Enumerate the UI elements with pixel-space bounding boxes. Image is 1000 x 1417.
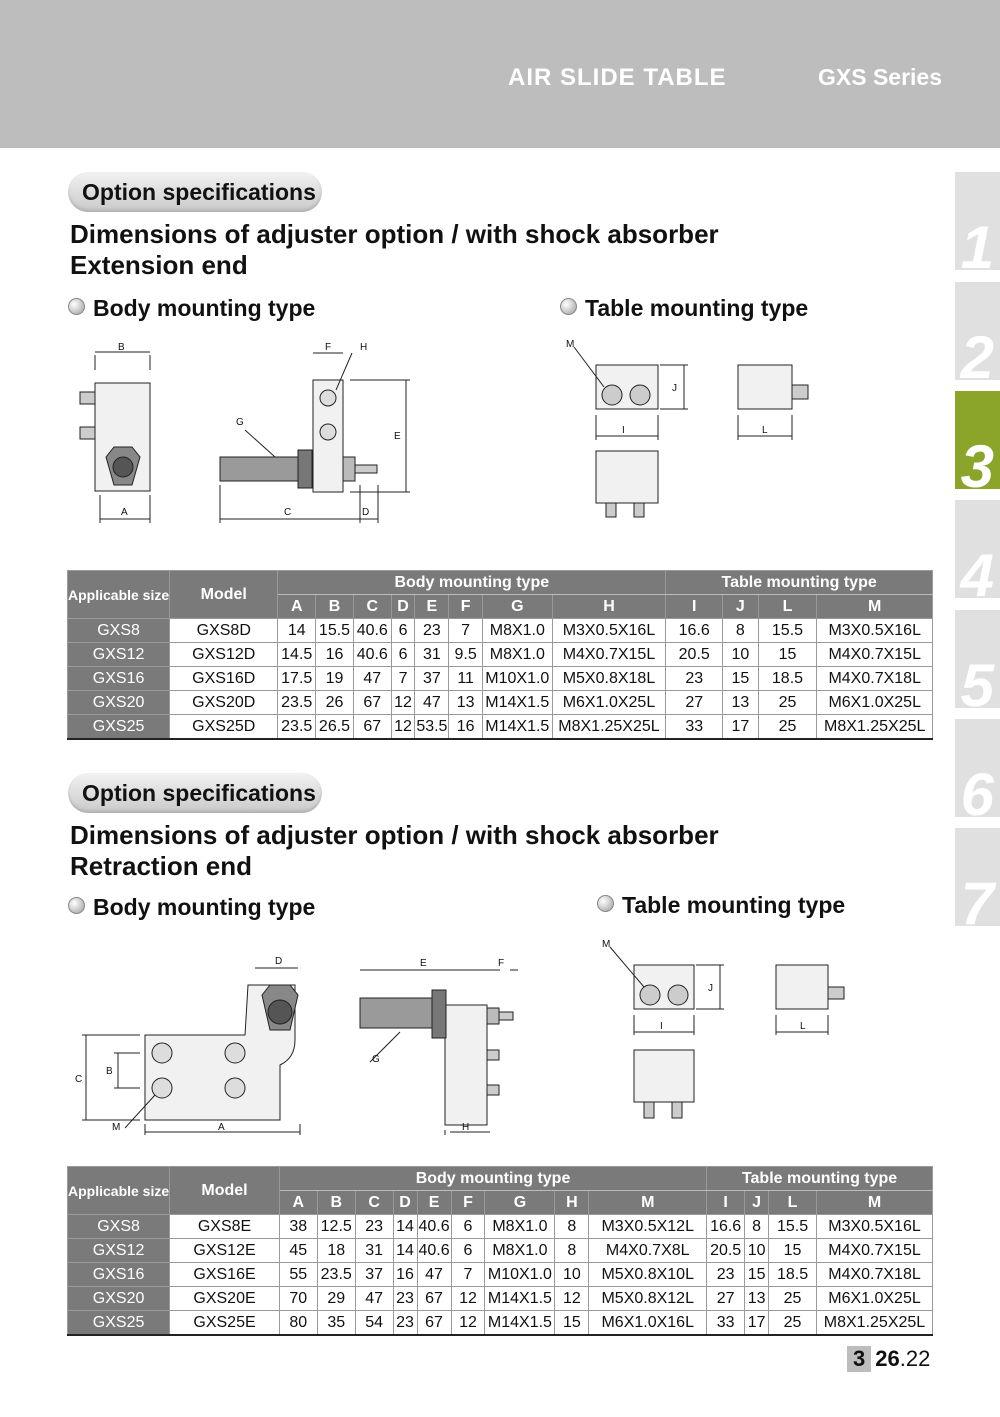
body-mounting-heading [68,295,315,322]
table-cell: M3X0.5X16L [817,619,933,643]
option-spec-pill [68,773,322,813]
table-cell: 8 [555,1215,589,1239]
table-cell: 23 [393,1287,417,1311]
extension-table-mounting-diagram [560,335,830,525]
table-row [68,643,933,667]
table-row [68,1215,933,1239]
col-header: D [391,595,415,619]
table-cell: 12 [391,691,415,715]
dim-label: J [672,383,677,394]
table-cell: M3X0.5X16L [816,1215,932,1239]
table-row [68,1239,933,1263]
table-cell: M3X0.5X16L [552,619,666,643]
table-cell: 38 [279,1215,317,1239]
retraction-table-mounting-diagram [596,935,856,1125]
table-cell: 70 [279,1287,317,1311]
table-cell: 20.5 [666,643,723,667]
side-tab-label: 6 [960,761,994,828]
table-cell: M6X1.0X25L [817,691,933,715]
model-cell: GXS16D [170,667,278,691]
side-tab-label: 2 [960,324,994,391]
dim-label: F [325,342,332,353]
group-body: Body mounting type [278,571,666,595]
col-header: G [485,1191,555,1215]
table-cell: 23 [707,1263,745,1287]
table-cell: 67 [417,1287,451,1311]
section-title [70,219,719,281]
bullet-icon [68,897,85,914]
group-body: Body mounting type [279,1167,706,1191]
table-cell: 7 [449,619,483,643]
table-cell: 12 [391,715,415,740]
table-cell: 6 [391,619,415,643]
dim-label: E [394,431,401,442]
dim-label: A [121,507,128,518]
table-cell: 15 [723,667,758,691]
title-line-2: Extension end [70,250,248,280]
side-tab-1[interactable] [955,172,1000,281]
table-cell: 25 [769,1287,817,1311]
option-spec-pill [68,172,322,212]
dim-label: F [498,958,505,969]
size-cell: GXS16 [68,667,170,691]
bullet-icon [68,298,85,315]
section-title [70,820,719,882]
table-cell: M8X1.0 [485,1239,555,1263]
table-cell: 7 [451,1263,485,1287]
heading-label: Table mounting type [585,295,809,321]
pill-label: Option specifications [82,780,316,806]
table-cell: M8X1.25X25L [816,1311,932,1336]
title-line-2: Retraction end [70,851,253,881]
table-cell: 10 [555,1263,589,1287]
table-cell: 40.6 [353,619,391,643]
dim-label: E [420,958,427,969]
col-header: J [745,1191,769,1215]
table-cell: 14 [393,1239,417,1263]
dim-label: M [112,1122,121,1133]
model-cell: GXS12D [170,643,278,667]
table-mounting-heading [597,892,845,919]
table-cell: 35 [317,1311,355,1336]
size-cell: GXS8 [68,1215,170,1239]
table-cell: 18 [317,1239,355,1263]
table-body [68,1215,933,1336]
table-cell: 19 [316,667,354,691]
table-cell: M10X1.0 [485,1263,555,1287]
heading-label: Table mounting type [622,892,846,918]
col-header: F [451,1191,485,1215]
dim-label: A [218,1122,225,1133]
table-cell: M5X0.8X12L [589,1287,707,1311]
col-size: Applicable size [68,1167,170,1215]
table-cell: 53.5 [415,715,449,740]
col-header: J [723,595,758,619]
table-cell: 13 [449,691,483,715]
table-cell: 31 [355,1239,393,1263]
table-cell: 67 [353,715,391,740]
dim-label: G [372,1054,380,1065]
col-header: A [278,595,316,619]
dim-label: C [284,507,292,518]
size-cell: GXS12 [68,1239,170,1263]
col-header: B [316,595,354,619]
size-cell: GXS25 [68,715,170,740]
table-cell: 13 [723,691,758,715]
table-cell: 10 [723,643,758,667]
col-header: B [317,1191,355,1215]
model-cell: GXS25E [170,1311,280,1336]
group-table: Table mounting type [707,1167,933,1191]
table-cell: 12 [451,1287,485,1311]
table-cell: 7 [391,667,415,691]
table-cell: M8X1.0 [485,1215,555,1239]
table-cell: 16 [449,715,483,740]
model-cell: GXS8E [170,1215,280,1239]
model-cell: GXS12E [170,1239,280,1263]
dim-label: H [462,1122,470,1133]
col-header: H [555,1191,589,1215]
dim-label: L [762,425,768,436]
table-cell: M4X0.7X18L [817,667,933,691]
table-row [68,715,933,740]
table-cell: 54 [355,1311,393,1336]
col-model: Model [170,1167,280,1215]
dim-label: D [362,507,370,518]
size-cell: GXS8 [68,619,170,643]
table-row [68,619,933,643]
table-cell: 9.5 [449,643,483,667]
dim-label: G [236,417,244,428]
table-cell: 15 [745,1263,769,1287]
bullet-icon [597,895,614,912]
table-cell: 31 [415,643,449,667]
col-header: L [758,595,817,619]
table-cell: 12.5 [317,1215,355,1239]
table-row [68,1287,933,1311]
table-cell: 23.5 [317,1263,355,1287]
table-cell: M4X0.7X15L [816,1239,932,1263]
model-cell: GXS8D [170,619,278,643]
table-row [68,667,933,691]
table-cell: 6 [451,1215,485,1239]
table-cell: 8 [745,1215,769,1239]
size-cell: GXS12 [68,643,170,667]
table-cell: M5X0.8X10L [589,1263,707,1287]
table-cell: M8X1.0 [482,643,552,667]
dim-label: M [602,939,611,950]
dim-label: I [622,425,625,436]
heading-label: Body mounting type [93,894,316,920]
table-cell: 23.5 [278,691,316,715]
dim-label: H [360,342,368,353]
heading-label: Body mounting type [93,295,316,321]
body-mounting-heading [68,894,315,921]
table-cell: M8X1.25X25L [817,715,933,740]
table-cell: 8 [555,1239,589,1263]
dim-label: J [708,983,713,994]
table-cell: 18.5 [758,667,817,691]
table-cell: 14.5 [278,643,316,667]
table-cell: 14 [278,619,316,643]
table-cell: M4X0.7X15L [552,643,666,667]
table-cell: 6 [451,1239,485,1263]
table-cell: 55 [279,1263,317,1287]
table-cell: M8X1.0 [482,619,552,643]
side-tab-label: 4 [960,542,994,609]
table-cell: 47 [355,1287,393,1311]
table-cell: 12 [555,1287,589,1311]
size-cell: GXS20 [68,691,170,715]
table-cell: M6X1.0X25L [552,691,666,715]
table-cell: 16 [316,643,354,667]
page-header [0,0,1000,148]
header-series: GXS Series [818,64,943,90]
side-tab-label: 1 [960,214,994,281]
table-mounting-heading [560,295,808,322]
col-header: G [482,595,552,619]
dim-label: D [275,956,283,967]
side-tab-4[interactable] [955,500,1000,609]
table-cell: 26 [316,691,354,715]
table-cell: 16 [393,1263,417,1287]
col-header: C [355,1191,393,1215]
table-cell: 23 [393,1311,417,1336]
chapter-number: 3 [847,1346,871,1372]
side-tab-5[interactable] [955,610,1000,719]
side-tab-3[interactable] [955,391,1000,500]
model-cell: GXS16E [170,1263,280,1287]
table-cell: 12 [451,1311,485,1336]
pill-label: Option specifications [82,179,316,205]
col-model: Model [170,571,278,619]
table-body [68,619,933,740]
retraction-body-mounting-diagram [70,950,530,1140]
retraction-spec-table [67,1166,933,1336]
table-cell: 14 [393,1215,417,1239]
page-number-main: 26 [875,1346,900,1371]
table-cell: 20.5 [707,1239,745,1263]
dim-label: L [800,1021,806,1032]
table-cell: 40.6 [417,1215,451,1239]
table-cell: 67 [353,691,391,715]
size-cell: GXS20 [68,1287,170,1311]
table-cell: 16.6 [707,1215,745,1239]
table-cell: 25 [758,691,817,715]
table-cell: 40.6 [353,643,391,667]
table-cell: 25 [758,715,817,740]
dim-label: M [566,339,575,350]
table-cell: M6X1.0X25L [816,1287,932,1311]
table-cell: M4X0.7X8L [589,1239,707,1263]
dim-label: I [660,1021,663,1032]
table-cell: 15.5 [758,619,817,643]
model-cell: GXS25D [170,715,278,740]
col-header: F [449,595,483,619]
table-cell: 18.5 [769,1263,817,1287]
table-cell: M5X0.8X18L [552,667,666,691]
model-cell: GXS20E [170,1287,280,1311]
col-header: A [279,1191,317,1215]
group-table: Table mounting type [666,571,933,595]
table-row [68,1263,933,1287]
table-cell: 27 [707,1287,745,1311]
table-cell: 29 [317,1287,355,1311]
table-cell: 47 [417,1263,451,1287]
title-line-1: Dimensions of adjuster option / with shock absorber [70,219,719,249]
col-header: I [707,1191,745,1215]
table-cell: 6 [391,643,415,667]
side-tab-label: 3 [960,433,994,500]
table-cell: 40.6 [417,1239,451,1263]
table-cell: 17 [723,715,758,740]
table-cell: 23 [355,1215,393,1239]
table-row [68,1311,933,1336]
dim-label: C [75,1074,83,1085]
table-cell: 15.5 [316,619,354,643]
page-number [847,1346,930,1372]
bullet-icon [560,298,577,315]
side-tab-label: 5 [960,652,994,719]
model-cell: GXS20D [170,691,278,715]
table-cell: M14X1.5 [485,1311,555,1336]
extension-spec-table [67,570,933,740]
table-cell: 27 [666,691,723,715]
dim-label: B [106,1066,113,1077]
table-cell: 25 [769,1311,817,1336]
table-cell: 23 [415,619,449,643]
table-cell: 47 [353,667,391,691]
side-tab-2[interactable] [955,282,1000,391]
table-cell: M4X0.7X15L [817,643,933,667]
size-cell: GXS16 [68,1263,170,1287]
table-cell: M14X1.5 [482,715,552,740]
table-cell: M14X1.5 [482,691,552,715]
table-cell: 15 [758,643,817,667]
col-header: E [417,1191,451,1215]
col-header: D [393,1191,417,1215]
table-cell: 15.5 [769,1215,817,1239]
extension-body-mounting-diagram [70,335,420,530]
col-size: Applicable size [68,571,170,619]
table-cell: M10X1.0 [482,667,552,691]
col-header: E [415,595,449,619]
table-cell: 17 [745,1311,769,1336]
size-cell: GXS25 [68,1311,170,1336]
table-cell: 17.5 [278,667,316,691]
table-cell: 11 [449,667,483,691]
header-title: AIR SLIDE TABLE [508,64,727,91]
col-header: H [552,595,666,619]
table-cell: 23 [666,667,723,691]
table-cell: 23.5 [278,715,316,740]
table-cell: 45 [279,1239,317,1263]
col-header: L [769,1191,817,1215]
page-number-suffix: .22 [899,1346,931,1371]
table-cell: 15 [769,1239,817,1263]
col-header: M [817,595,933,619]
table-cell: 37 [415,667,449,691]
table-cell: 26.5 [316,715,354,740]
table-cell: 33 [666,715,723,740]
table-cell: 47 [415,691,449,715]
table-cell: 80 [279,1311,317,1336]
table-cell: M6X1.0X16L [589,1311,707,1336]
title-line-1: Dimensions of adjuster option / with shock absorber [70,820,719,850]
table-cell: 10 [745,1239,769,1263]
side-tab-7[interactable] [955,828,1000,937]
table-cell: M14X1.5 [485,1287,555,1311]
dim-label: B [118,342,125,353]
table-cell: 37 [355,1263,393,1287]
table-cell: M4X0.7X18L [816,1263,932,1287]
side-tab-6[interactable] [955,719,1000,828]
col-header: M [589,1191,707,1215]
table-cell: 16.6 [666,619,723,643]
table-cell: M3X0.5X12L [589,1215,707,1239]
col-header: I [666,595,723,619]
side-tab-label: 7 [960,870,994,937]
col-header: C [353,595,391,619]
table-cell: M8X1.25X25L [552,715,666,740]
table-cell: 33 [707,1311,745,1336]
table-cell: 67 [417,1311,451,1336]
table-cell: 15 [555,1311,589,1336]
table-cell: 13 [745,1287,769,1311]
col-header: M [816,1191,932,1215]
table-row [68,691,933,715]
table-cell: 8 [723,619,758,643]
